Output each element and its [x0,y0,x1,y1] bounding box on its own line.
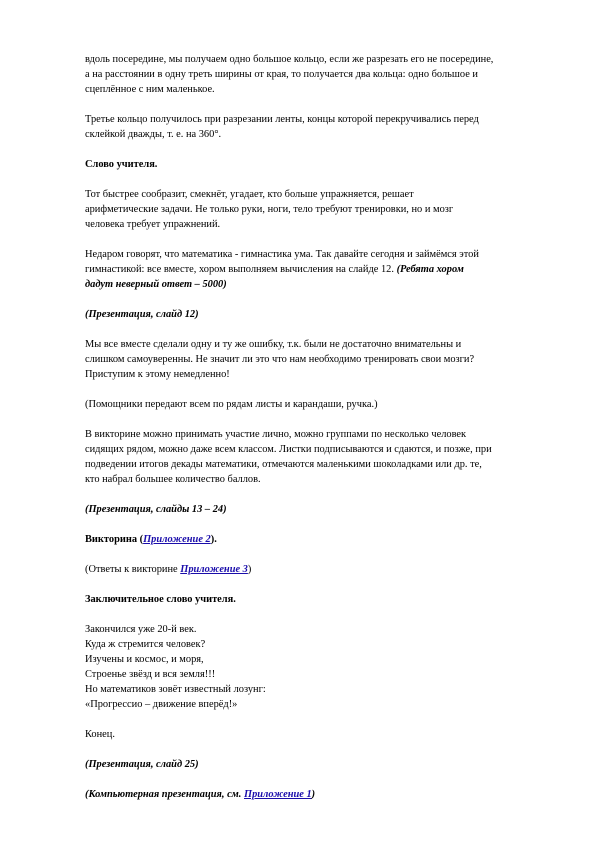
text-line: кто набрал большее количество баллов. [85,474,261,485]
poem-line: «Прогрессио – движение вперёд!» [85,699,238,710]
quiz-line [85,532,555,547]
text-line: человека требует упражнений. [85,219,221,230]
text-span: гимнастикой: все вместе, хором выполняем вычисления на слайде 12. [85,264,397,275]
section-heading: Слово учителя. [85,159,158,170]
appendix-3-link[interactable]: Приложение 3 [180,564,248,575]
poem-line: Закончился уже 20-й век. [85,624,197,635]
text-line: В викторине можно принимать участие лично, можно группами по несколько человек [85,429,467,440]
text-line: Приступим к этому немедленно! [85,369,230,380]
text-span: (Компьютерная презентация, см. [85,789,244,800]
text-line: сцеплённое с ним маленькое. [85,84,215,95]
poem-line: Изучены и космос, и моря, [85,654,204,665]
quiz-label: Викторина [85,534,138,545]
text-line [85,262,555,277]
text-line: Третье кольцо получилось при разрезании ленты, концы которой перекручивались перед [85,114,479,125]
text-line: Мы все вместе сделали одну и ту же ошибку, т.к. были не достаточно внимательны и [85,339,462,350]
poem-line: Куда ж стремится человек? [85,639,206,650]
text-line: вдоль посередине, мы получаем одно большое кольцо, если же разрезать его не посередине, [85,54,494,65]
end-text: Конец. [85,729,115,740]
text-line: Тот быстрее сообразит, смекнёт, угадает, кто больше упражняется, решает [85,189,414,200]
text-span: ) [311,789,316,800]
answers-line [85,562,555,577]
stage-direction: (Ребята хором [396,264,464,275]
appendix-1-link[interactable]: Приложение 1 [244,789,312,800]
text-span: ) [247,564,252,575]
text-line: слишком самоуверенны. Не значит ли это что нам необходимо тренировать свои мозги? [85,354,475,365]
document-body [85,52,555,802]
slide-reference: (Презентация, слайды 13 – 24) [85,504,227,515]
text-line: (Помощники передают всем по рядам листы и карандаши, ручка.) [85,399,378,410]
computer-presentation-line [85,787,555,802]
text-line: подведении итогов декады математики, отмечаются маленькими шоколадками или др. те, [85,459,482,470]
text-span: (Ответы к викторине [85,564,181,575]
section-heading: Заключительное слово учителя. [85,594,236,605]
text-span: ). [210,534,217,545]
slide-reference: (Презентация, слайд 12) [85,309,199,320]
appendix-2-link[interactable]: Приложение 2 [143,534,211,545]
slide-reference: (Презентация, слайд 25) [85,759,199,770]
text-line: Недаром говорят, что математика - гимнастика ума. Так давайте сегодня и займёмся этой [85,249,479,260]
text-span: ( [137,534,144,545]
text-line: сидящих рядом, можно даже всем классом. Листки подписываются и сдаются, и позже, при [85,444,492,455]
text-line: арифметические задачи. Не только руки, ноги, тело требуют тренировки, но и мозг [85,204,454,215]
stage-direction: дадут неверный ответ – 5000) [85,279,227,290]
text-line: склейкой дважды, т. е. на 360°. [85,129,222,140]
poem-line: Строенье звёзд и вся земля!!! [85,669,216,680]
poem-line: Но математиков зовёт известный лозунг: [85,684,266,695]
text-line: а на расстоянии в одну треть ширины от края, то получается два кольца: одно большое и [85,69,478,80]
